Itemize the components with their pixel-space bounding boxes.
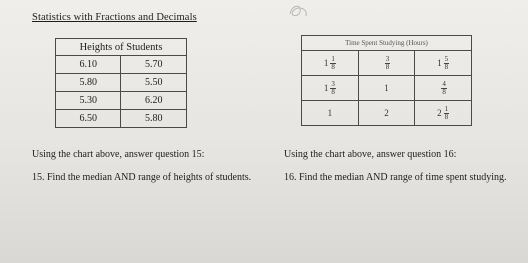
denominator: 8 xyxy=(385,62,390,71)
whole-part: 1 xyxy=(384,83,389,93)
table-cell: 5.70 xyxy=(121,56,187,74)
worksheet-title: Statistics with Fractions and Decimals xyxy=(32,12,197,23)
table-row xyxy=(302,51,472,76)
table-cell: 5.50 xyxy=(121,74,187,92)
question-15-text: 15. Find the median AND range of heights of students. xyxy=(32,172,252,183)
whole-part: 1 xyxy=(323,58,329,68)
table-cell: 6.10 xyxy=(56,56,121,74)
mixed-number xyxy=(324,56,336,70)
numerator: 1 xyxy=(331,54,335,63)
fraction xyxy=(330,56,336,70)
fraction xyxy=(330,81,336,95)
table-row xyxy=(302,76,472,101)
question-16-text: 16. Find the median AND range of time spent studying. xyxy=(284,172,507,183)
denominator: 8 xyxy=(444,112,449,121)
fraction-cell xyxy=(302,76,359,101)
fraction xyxy=(385,56,391,70)
denominator: 8 xyxy=(444,62,449,71)
numerator: 5 xyxy=(444,54,449,63)
fraction-cell xyxy=(358,51,415,76)
denominator: 8 xyxy=(331,87,335,96)
heights-table xyxy=(55,38,187,128)
fraction xyxy=(441,81,447,95)
fraction-cell xyxy=(358,101,415,126)
time-table-title: Time Spent Studying (Hours) xyxy=(302,36,472,51)
fraction-cell xyxy=(415,76,472,101)
mixed-number xyxy=(384,83,389,93)
numerator: 3 xyxy=(385,55,390,64)
fraction xyxy=(444,106,450,120)
whole-part: 2 xyxy=(384,108,389,118)
table-cell: 5.30 xyxy=(56,92,121,110)
question-15-intro: Using the chart above, answer question 15: xyxy=(32,149,205,160)
mixed-number xyxy=(324,81,336,95)
mixed-number xyxy=(437,56,449,70)
table-cell: 5.80 xyxy=(56,74,121,92)
fraction-cell xyxy=(302,51,359,76)
table-row xyxy=(56,92,187,110)
fraction-cell xyxy=(358,76,415,101)
time-spent-table xyxy=(301,35,472,126)
table-row xyxy=(56,74,187,92)
table-row xyxy=(56,110,187,128)
pencil-scribble-mark xyxy=(284,2,314,20)
mixed-number xyxy=(384,108,389,118)
table-cell: 6.50 xyxy=(56,110,121,128)
numerator: 4 xyxy=(442,80,446,89)
fraction-cell xyxy=(415,51,472,76)
whole-part: 1 xyxy=(327,108,333,118)
mixed-number xyxy=(437,106,449,120)
mixed-number xyxy=(383,56,391,70)
numerator: 1 xyxy=(444,104,449,113)
fraction-cell xyxy=(302,101,359,126)
heights-table-title: Heights of Students xyxy=(56,39,187,56)
fraction-cell xyxy=(415,101,472,126)
fraction xyxy=(444,56,450,70)
denominator: 8 xyxy=(331,62,335,71)
table-cell: 6.20 xyxy=(121,92,187,110)
whole-part: 2 xyxy=(437,108,442,118)
whole-part: 1 xyxy=(437,58,442,68)
whole-part: 1 xyxy=(323,83,329,93)
table-cell: 5.80 xyxy=(121,110,187,128)
mixed-number xyxy=(439,81,447,95)
denominator: 8 xyxy=(442,87,446,96)
mixed-number xyxy=(328,108,333,118)
question-16-intro: Using the chart above, answer question 16: xyxy=(284,149,457,160)
table-row xyxy=(302,101,472,126)
numerator: 3 xyxy=(331,79,335,88)
table-row xyxy=(56,56,187,74)
